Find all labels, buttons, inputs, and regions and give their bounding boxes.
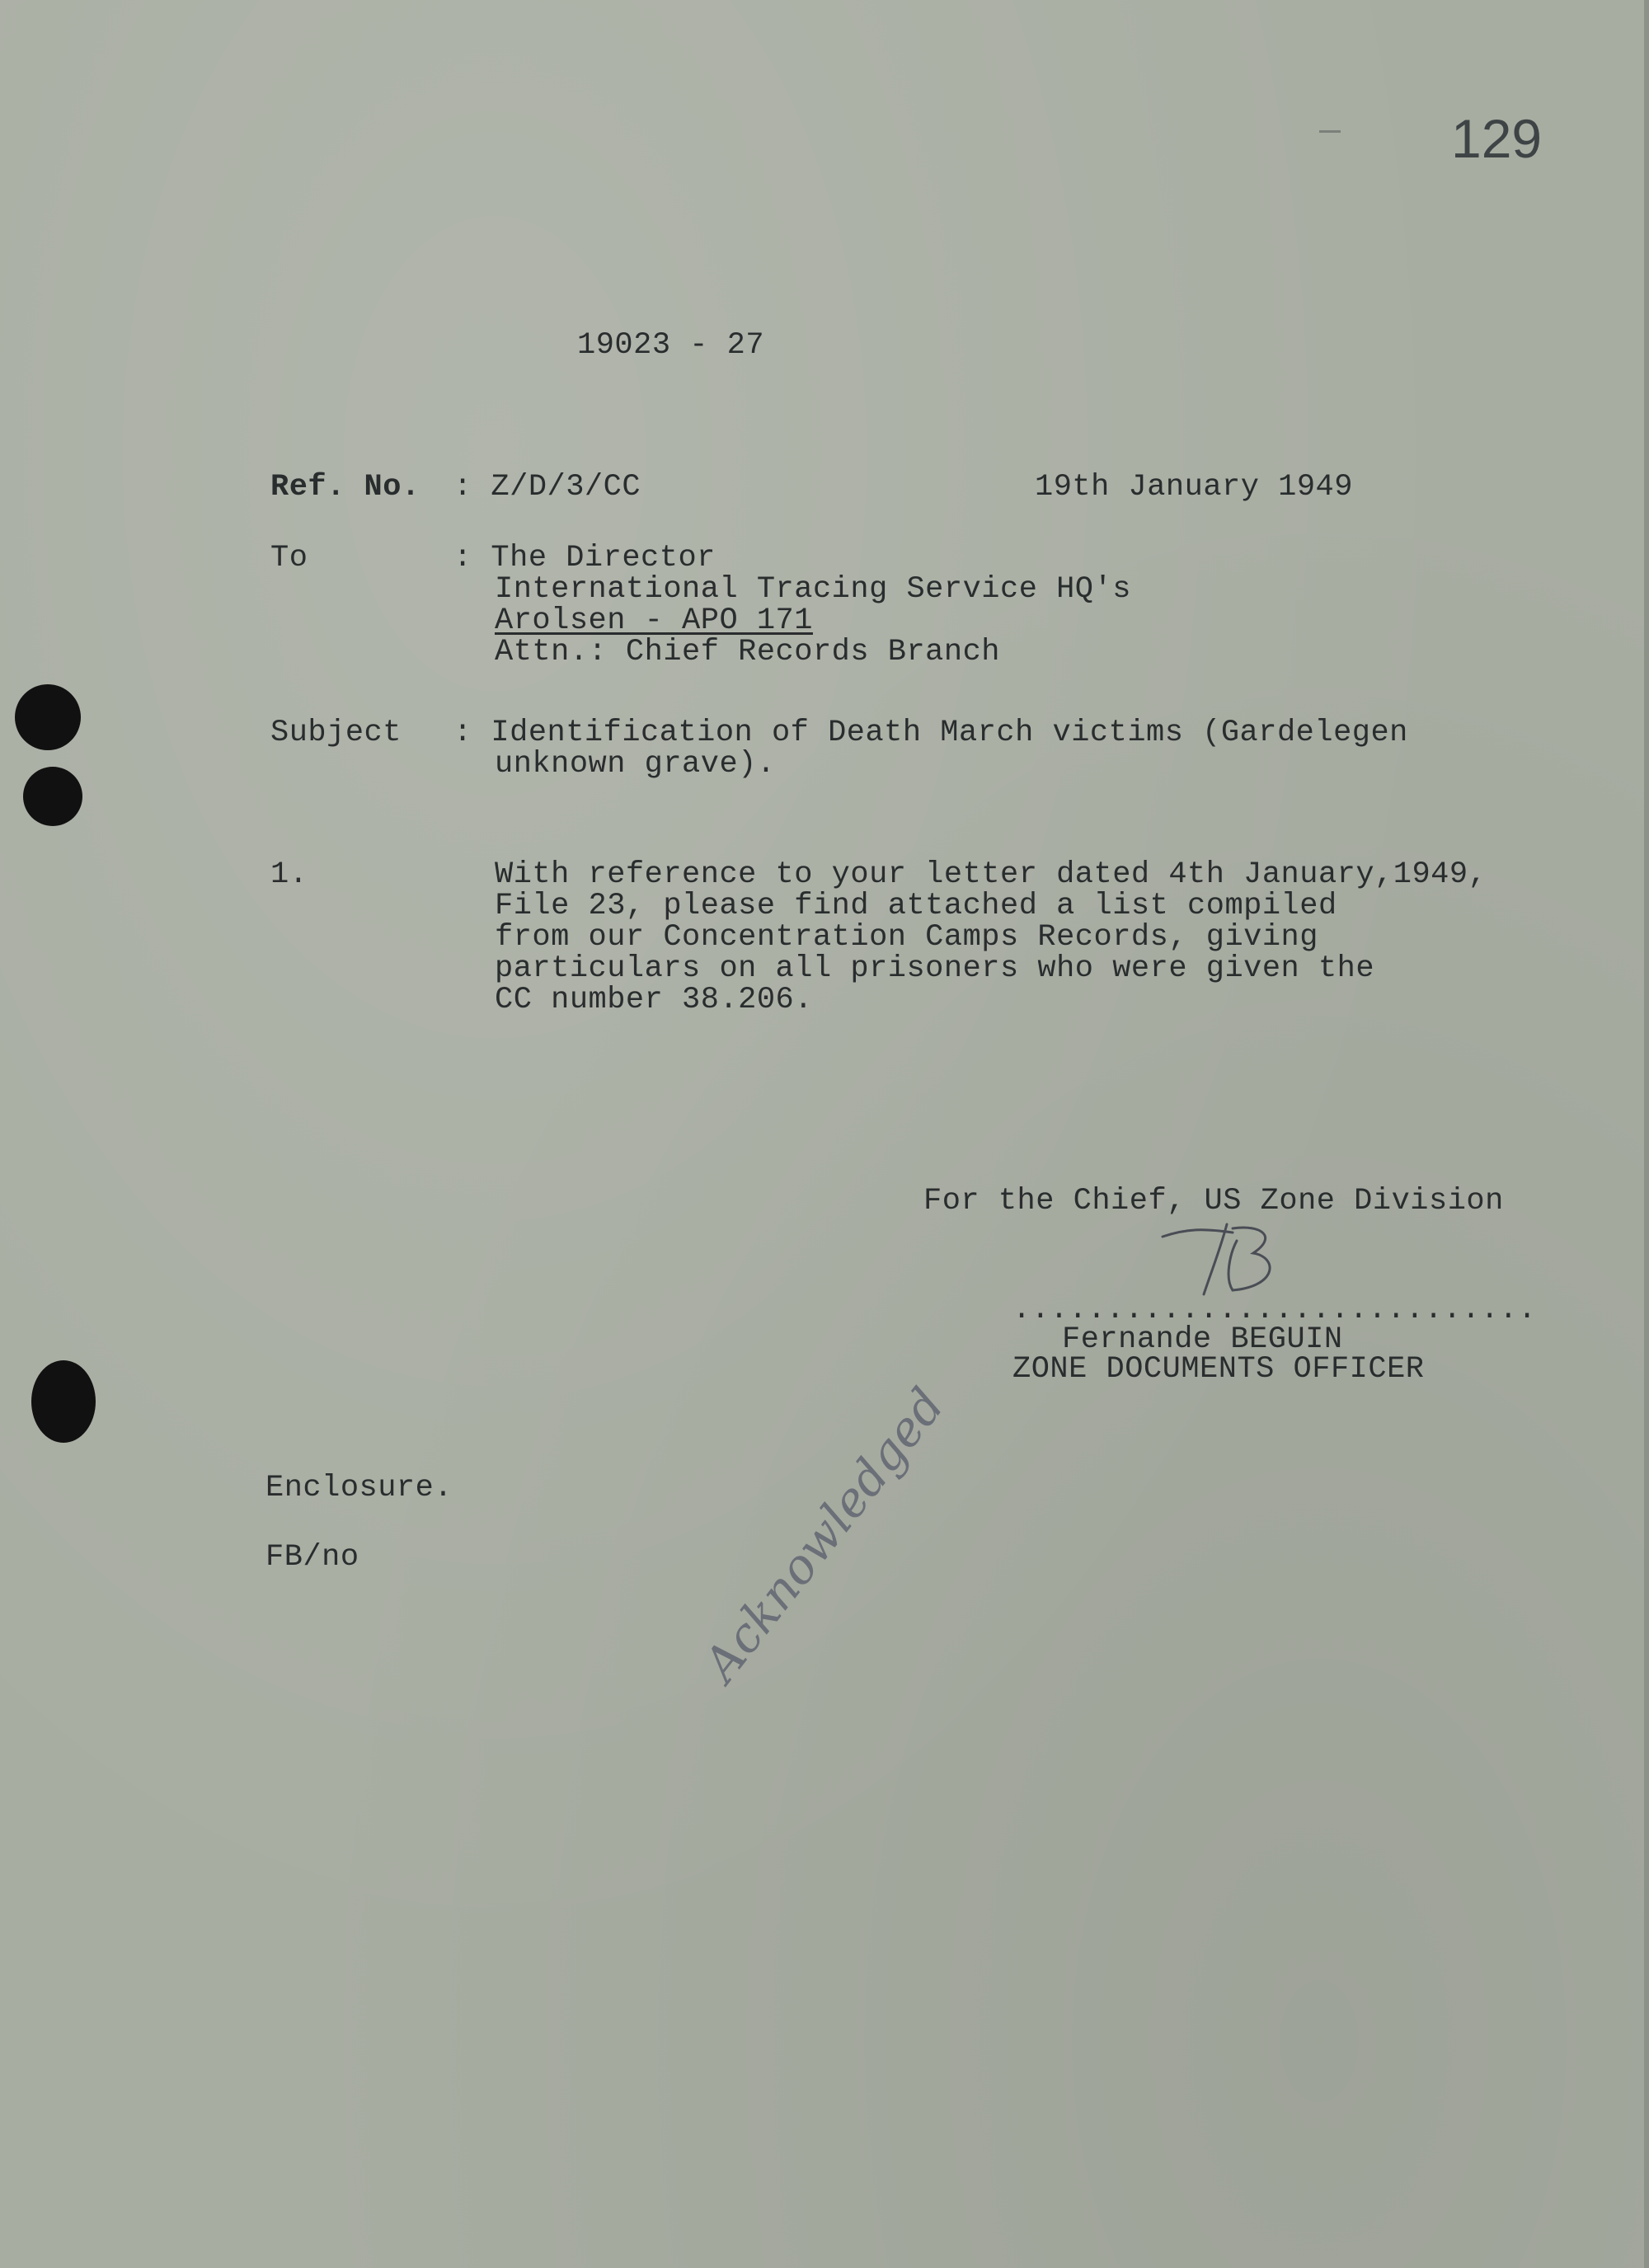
page-number: 129	[1451, 108, 1543, 169]
punch-hole-middle	[23, 767, 82, 826]
letter-date: 19th January 1949	[1035, 470, 1353, 505]
subject-line-2: unknown grave).	[495, 747, 776, 782]
enclosure-note: Enclosure.	[265, 1471, 453, 1505]
signature-dotted-line: ............................	[1012, 1293, 1537, 1327]
recipient-line-3: Arolsen - APO 171	[495, 603, 813, 638]
page-edge-shadow	[1644, 0, 1649, 2268]
paragraph-line-1: With reference to your letter dated 4th January,1949,	[495, 857, 1487, 892]
recipient-line-4: Attn.: Chief Records Branch	[495, 635, 1000, 669]
reference-value: : Z/D/3/CC	[453, 470, 641, 505]
recipient-line-2: International Tracing Service HQ's	[495, 572, 1131, 607]
signatory-name: Fernande BEGUIN	[1062, 1322, 1343, 1357]
paragraph-line-2: File 23, please find attached a list compiled	[495, 889, 1337, 923]
file-number: 19023 - 27	[577, 328, 765, 363]
subject-label: Subject	[270, 716, 402, 750]
signatory-title: ZONE DOCUMENTS OFFICER	[1012, 1352, 1425, 1387]
punch-hole-bottom	[31, 1360, 96, 1443]
recipient-line-1: : The Director	[453, 541, 716, 575]
reference-label: Ref. No.	[270, 470, 420, 505]
page-number-dash	[1319, 130, 1341, 133]
paragraph-line-5: CC number 38.206.	[495, 983, 813, 1017]
punch-hole-top	[15, 684, 81, 750]
paragraph-line-4: particulars on all prisoners who were given the	[495, 951, 1375, 986]
typist-reference: FB/no	[265, 1540, 359, 1575]
paragraph-line-3: from our Concentration Camps Records, giving	[495, 920, 1318, 955]
to-label: To	[270, 541, 308, 575]
handwritten-acknowledged-note: Acknowledged	[693, 1378, 956, 1692]
paragraph-number: 1.	[270, 857, 308, 892]
subject-line-1: : Identification of Death March victims (Gardelegen	[453, 716, 1408, 750]
signature-for-line: For the Chief, US Zone Division	[923, 1184, 1504, 1219]
